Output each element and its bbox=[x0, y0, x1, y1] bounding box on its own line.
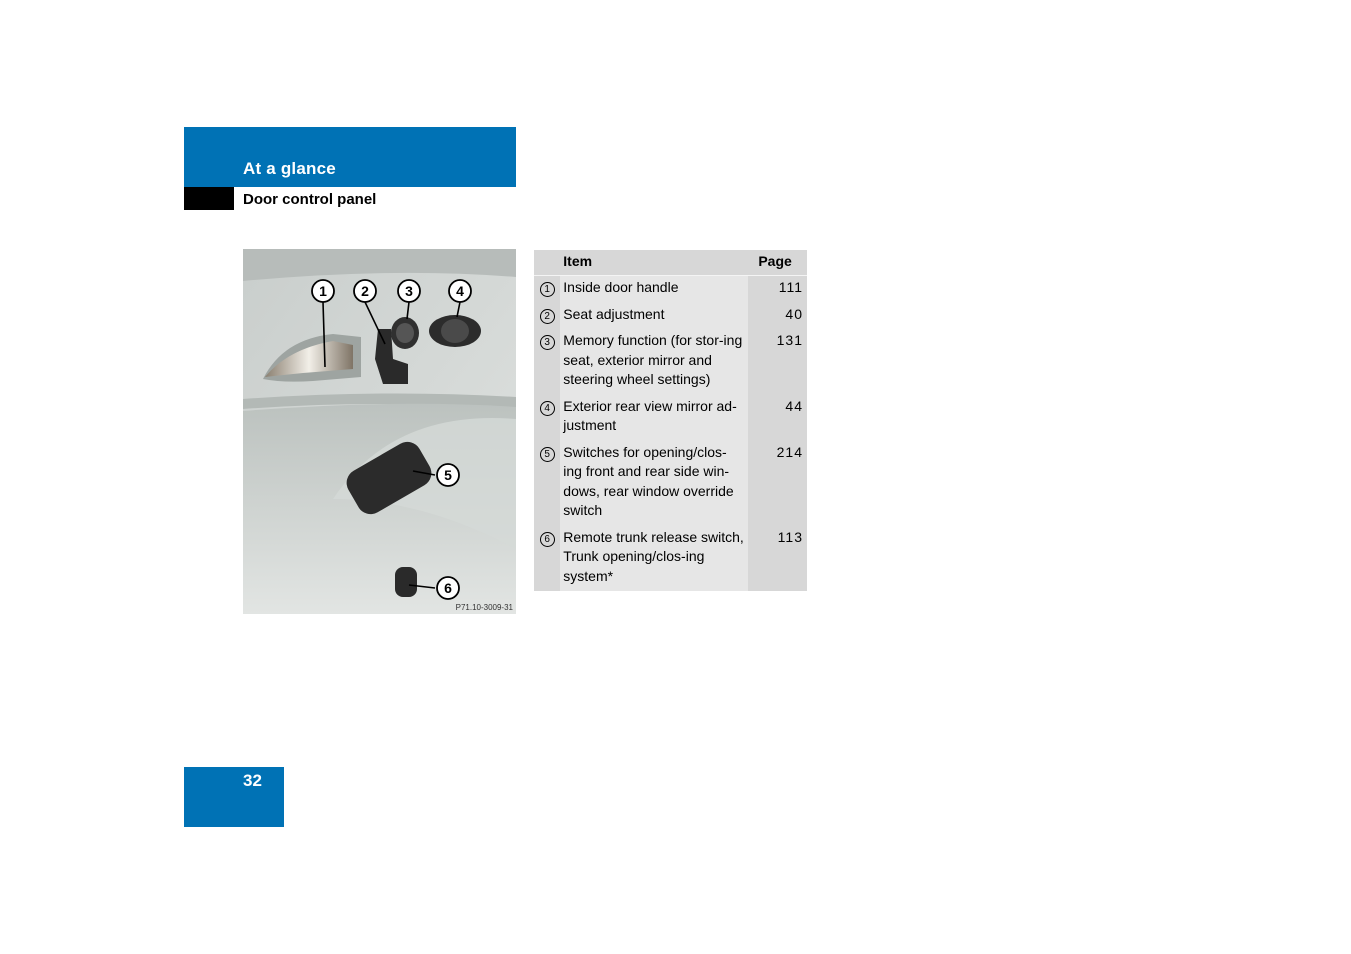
table-header-row bbox=[534, 250, 807, 276]
row-number: 4 bbox=[540, 401, 555, 416]
row-number: 1 bbox=[540, 282, 555, 297]
table-row bbox=[534, 395, 807, 441]
callout-label: 2 bbox=[361, 283, 369, 299]
door-panel-illustration bbox=[243, 249, 516, 614]
callout-6 bbox=[437, 577, 459, 599]
row-page: 214 bbox=[748, 441, 807, 526]
subsection-marker bbox=[184, 187, 234, 210]
row-item: Memory function (for stor-ing seat, exterior mirror and steering wheel settings) bbox=[560, 329, 748, 395]
table-row bbox=[534, 303, 807, 330]
header-band bbox=[184, 127, 516, 187]
figure-code: P71.10-3009-31 bbox=[455, 603, 513, 612]
callout-label: 4 bbox=[456, 283, 464, 299]
callout-1 bbox=[312, 280, 334, 302]
row-page: 111 bbox=[748, 276, 807, 303]
callout-label: 6 bbox=[444, 580, 452, 596]
row-number: 6 bbox=[540, 532, 555, 547]
page-number-band bbox=[184, 767, 284, 827]
row-item: Exterior rear view mirror ad-justment bbox=[560, 395, 748, 441]
items-table bbox=[534, 250, 807, 591]
table-row bbox=[534, 441, 807, 526]
header-num bbox=[534, 250, 560, 276]
row-number: 5 bbox=[540, 447, 555, 462]
row-page: 113 bbox=[748, 526, 807, 592]
row-item: Inside door handle bbox=[560, 276, 748, 303]
row-page: 40 bbox=[748, 303, 807, 330]
table-row bbox=[534, 329, 807, 395]
header-item: Item bbox=[560, 250, 748, 276]
row-item: Seat adjustment bbox=[560, 303, 748, 330]
row-page: 44 bbox=[748, 395, 807, 441]
row-number: 2 bbox=[540, 309, 555, 324]
table-row bbox=[534, 276, 807, 303]
callout-label: 5 bbox=[444, 467, 452, 483]
callout-4 bbox=[449, 280, 471, 302]
header-page: Page bbox=[748, 250, 807, 276]
row-page: 131 bbox=[748, 329, 807, 395]
row-number: 3 bbox=[540, 335, 555, 350]
row-item: Remote trunk release switch, Trunk opening/clos-ing system* bbox=[560, 526, 748, 592]
subsection-title: Door control panel bbox=[243, 191, 377, 208]
table-row bbox=[534, 526, 807, 592]
callout-3 bbox=[398, 280, 420, 302]
section-title: At a glance bbox=[243, 159, 336, 178]
callout-label: 3 bbox=[405, 283, 413, 299]
door-panel-figure bbox=[243, 249, 516, 614]
callout-label: 1 bbox=[319, 283, 327, 299]
row-item: Switches for opening/clos-ing front and rear side win-dows, rear window override switch bbox=[560, 441, 748, 526]
callout-2 bbox=[354, 280, 376, 302]
page-number: 32 bbox=[243, 771, 262, 790]
callout-5 bbox=[437, 464, 459, 486]
